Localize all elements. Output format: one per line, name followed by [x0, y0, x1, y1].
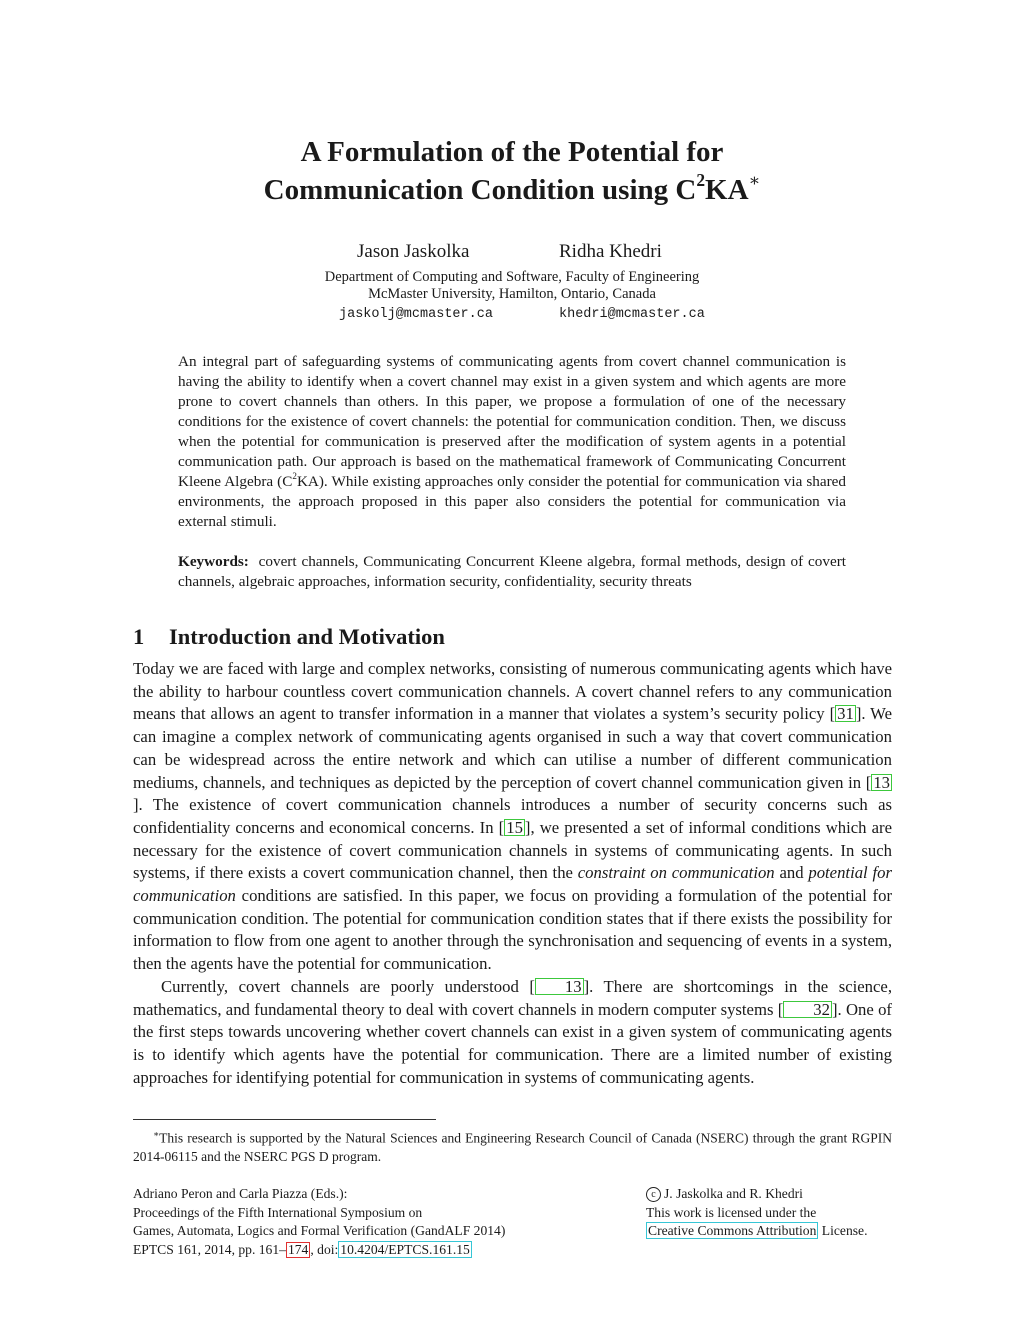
- author-email-2[interactable]: khedri@mcmaster.ca: [559, 307, 705, 322]
- section-heading: [133, 624, 445, 650]
- last-page-link[interactable]: 174: [287, 1241, 309, 1257]
- citation-link[interactable]: 32: [783, 1001, 832, 1018]
- keywords-label: Keywords:: [178, 553, 249, 570]
- proceedings-title-2: Games, Automata, Logics and Formal Verification (GandALF 2014): [133, 1223, 506, 1238]
- section-title: Introduction and Motivation: [169, 624, 445, 649]
- footnote-rule: [133, 1119, 436, 1120]
- copyright-holders: J. Jaskolka and R. Khedri: [664, 1186, 803, 1201]
- citation-link[interactable]: 13: [535, 978, 584, 995]
- title-footnote-mark: ∗: [748, 169, 761, 190]
- emphasis-text: potential for communication: [133, 863, 892, 906]
- abstract: [178, 352, 846, 532]
- copyright-line: [646, 1185, 906, 1204]
- doi-link[interactable]: 10.4204/EPTCS.161.15: [340, 1241, 470, 1257]
- body-text: [133, 658, 892, 1089]
- footnote-mark: ∗: [153, 1129, 160, 1139]
- section-number: 1: [133, 624, 145, 649]
- text-run: Today we are faced with large and complex networks, consisting of numerous communicating agents which have the ability to harbour countless covert communication channels. A covert channel refers to any communication means that allows an agent to transfer information in a manner that violates a system’s security policy [: [133, 659, 892, 724]
- affiliation-line-2: McMaster University, Hamilton, Ontario, Canada: [368, 286, 656, 302]
- proceedings-editors: Adriano Peron and Carla Piazza (Eds.):: [133, 1186, 348, 1201]
- text-run: , doi:: [310, 1241, 339, 1257]
- paragraph-2: [133, 976, 892, 1090]
- footnote-text: This research is supported by the Natural Sciences and Engineering Research Council of Canada (NSERC) through the grant RGPIN 2014-06115 and the NSERC PGS D program.: [133, 1130, 892, 1164]
- text-run: Currently, covert channels are poorly understood [: [161, 976, 535, 996]
- paragraph-1: [133, 658, 892, 976]
- text-run: ]. There are shortcomings in the science, mathematics, and fundamental theory to deal with covert channels in modern computer systems [: [133, 976, 892, 1019]
- author-name-2: Ridha Khedri: [559, 241, 662, 262]
- paper-title-line-2: [0, 169, 1024, 208]
- abstract-text-end: KA). While existing approaches only consider the potential for communication via shared environments, the approach proposed in this paper also considers the potential for communication via external stimuli.: [178, 473, 846, 530]
- text-run: EPTCS 161, 2014, pp. 161–: [133, 1241, 286, 1257]
- author-email-1[interactable]: jaskolj@mcmaster.ca: [339, 307, 493, 322]
- creative-commons-link[interactable]: Creative Commons Attribution: [648, 1223, 817, 1238]
- text-run: License.: [818, 1223, 868, 1238]
- license-link-line: [646, 1222, 906, 1241]
- emphasis-text: constraint on communication: [577, 863, 775, 883]
- text-run: ]. One of the first steps towards uncovering whether covert channels can exist in a given system of communicating agents is to identify which agents have the potential for communication. There are a limited number of existing approaches for identifying potential for communication in systems of communicating agents.: [133, 999, 892, 1087]
- title-text-suffix: KA: [705, 174, 749, 206]
- keywords-text: covert channels, Communicating Concurrent Kleene algebra, formal methods, design of covert channels, algebraic approaches, information security, confidentiality, security threats: [178, 553, 846, 590]
- text-run: conditions are satisfied. In this paper, we focus on providing a formulation of the potential for communication condition. The potential for communication condition states that if there exists the possibility for information to flow from one agent to another through the synchronisation and sequencing of events in a system, then the agents have the potential for communication.: [133, 886, 892, 974]
- citation-link[interactable]: 15: [506, 817, 523, 837]
- text-run: and: [774, 863, 809, 883]
- author-name-1: Jason Jaskolka: [357, 241, 470, 262]
- text-run: ], we presented a set of informal conditions which are necessary for the existence of covert communication channels in systems of communicating agents. In such systems, if there exists a covert communication channel, then the: [133, 817, 892, 883]
- text-run: ]. The existence of covert communication channels introduces a number of security concerns such as confidentiality concerns and economical concerns. In [: [133, 795, 892, 837]
- license-line: This work is licensed under the: [646, 1204, 817, 1220]
- title-superscript: 2: [696, 169, 706, 190]
- paper-title-line-1: A Formulation of the Potential for: [300, 136, 724, 168]
- abstract-text: An integral part of safeguarding systems of communicating agents from covert channel communication is having the ability to identify when a covert channel may exist in a given system and which agents are more prone to covert channels than others. In this paper, we propose a formulation of one of the necessary conditions for the existence of covert channels: the potential for communication condition. Then, we discuss when the potential for communication is preserved after the modification of system agents in a potential communication path. Our approach is based on the mathematical framework of Communicating Concurrent Kleene Algebra (C: [178, 353, 846, 490]
- citation-link[interactable]: 13: [873, 772, 890, 792]
- citation-link[interactable]: 31: [837, 704, 854, 724]
- abstract-superscript: 2: [292, 471, 297, 482]
- keywords: [178, 552, 846, 592]
- title-text: Communication Condition using C: [263, 174, 697, 206]
- license-info: [646, 1185, 906, 1241]
- affiliation-line-1: Department of Computing and Software, Faculty of Engineering: [324, 269, 700, 285]
- text-run: ]. We can imagine a complex network of communicating agents organised in such a way that covert communication can be widespread across the entire network and which can utilise a number of different communication mediums, channels, and techniques as depicted by the perception of covert channel communication given in [: [133, 704, 892, 792]
- proceedings-citation: [133, 1241, 573, 1260]
- proceedings-title-1: Proceedings of the Fifth International Symposium on: [133, 1204, 423, 1220]
- proceedings-info: [133, 1185, 573, 1259]
- footnote: [133, 1125, 892, 1166]
- copyright-icon: c: [646, 1187, 661, 1202]
